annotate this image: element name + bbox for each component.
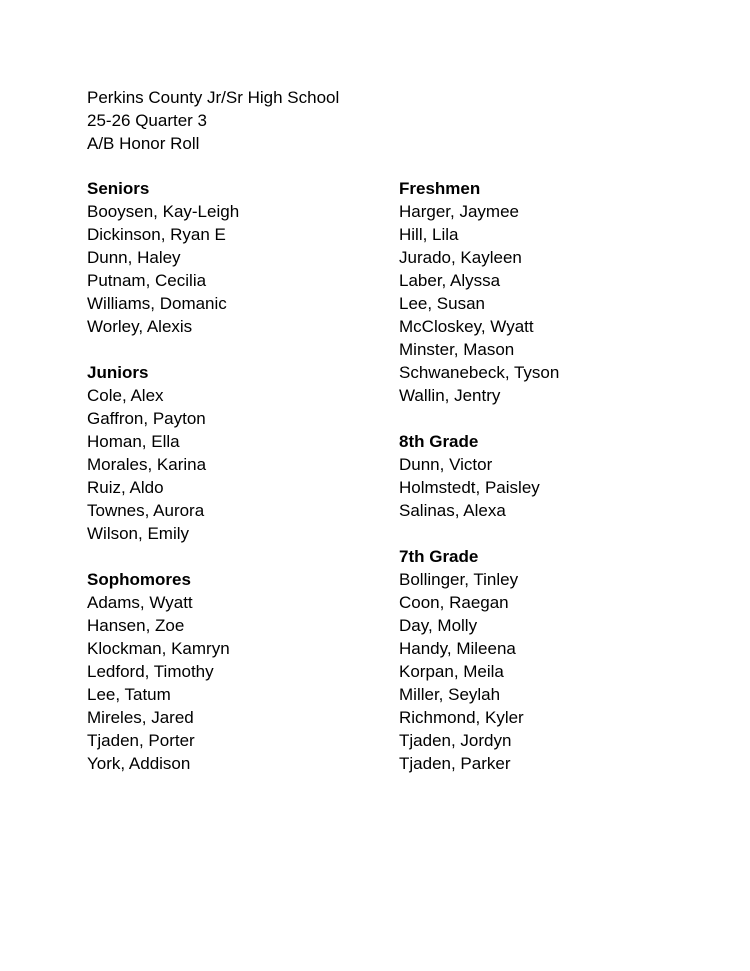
student-name: Korpan, Meila <box>399 662 504 681</box>
student-name: Klockman, Kamryn <box>87 639 230 658</box>
grade-title: Sophomores <box>87 570 191 589</box>
student-name: Booysen, Kay-Leigh <box>87 202 240 221</box>
student-name: Dunn, Victor <box>399 455 493 474</box>
student-name: Jurado, Kayleen <box>399 248 522 267</box>
student-name: Harger, Jaymee <box>399 202 519 221</box>
student-name: Coon, Raegan <box>399 593 509 612</box>
student-name: Lee, Tatum <box>87 685 171 704</box>
student-name: Homan, Ella <box>87 432 180 451</box>
school-name: Perkins County Jr/Sr High School <box>87 88 340 107</box>
grade-title: Juniors <box>87 363 149 382</box>
student-name: Handy, Mileena <box>399 639 516 658</box>
student-name: Williams, Domanic <box>87 294 227 313</box>
student-name: Ledford, Timothy <box>87 662 214 681</box>
student-name: Bollinger, Tinley <box>399 570 519 589</box>
student-name: McCloskey, Wyatt <box>399 317 534 336</box>
student-name: Holmstedt, Paisley <box>399 478 540 497</box>
student-name: Richmond, Kyler <box>399 708 524 727</box>
grade-group <box>87 568 387 775</box>
student-name: Adams, Wyatt <box>87 593 193 612</box>
student-name: Tjaden, Porter <box>87 731 195 750</box>
student-name: Minster, Mason <box>399 340 515 359</box>
grade-title: 7th Grade <box>399 547 479 566</box>
student-name: Tjaden, Jordyn <box>399 731 512 750</box>
student-name: Worley, Alexis <box>87 317 193 336</box>
student-name: Schwanebeck, Tyson <box>399 363 560 382</box>
honor-roll-title: A/B Honor Roll <box>87 134 200 153</box>
student-name: Hill, Lila <box>399 225 459 244</box>
student-name: Salinas, Alexa <box>399 501 506 520</box>
student-name: Townes, Aurora <box>87 501 205 520</box>
grade-title: Seniors <box>87 179 150 198</box>
grade-title: Freshmen <box>399 179 481 198</box>
student-name: Miller, Seylah <box>399 685 501 704</box>
grade-title: 8th Grade <box>399 432 479 451</box>
student-name: Dickinson, Ryan E <box>87 225 226 244</box>
student-name: Ruiz, Aldo <box>87 478 164 497</box>
student-name: Gaffron, Payton <box>87 409 206 428</box>
student-name: Putnam, Cecilia <box>87 271 207 290</box>
grade-group <box>399 430 699 522</box>
student-name: Day, Molly <box>399 616 478 635</box>
student-name: Mireles, Jared <box>87 708 194 727</box>
right-column <box>399 177 699 798</box>
student-name: Laber, Alyssa <box>399 271 501 290</box>
grade-group <box>399 545 699 775</box>
student-name: Wallin, Jentry <box>399 386 501 405</box>
student-name: Morales, Karina <box>87 455 207 474</box>
term-label: 25-26 Quarter 3 <box>87 111 208 130</box>
student-name: Wilson, Emily <box>87 524 190 543</box>
student-name: Hansen, Zoe <box>87 616 185 635</box>
student-name: Dunn, Haley <box>87 248 181 267</box>
student-name: York, Addison <box>87 754 191 773</box>
grade-group <box>399 177 699 407</box>
document-header <box>87 86 339 155</box>
student-name: Lee, Susan <box>399 294 486 313</box>
left-column <box>87 177 387 798</box>
student-name: Cole, Alex <box>87 386 164 405</box>
student-name: Tjaden, Parker <box>399 754 511 773</box>
grade-group <box>87 361 387 545</box>
grade-group <box>87 177 387 338</box>
